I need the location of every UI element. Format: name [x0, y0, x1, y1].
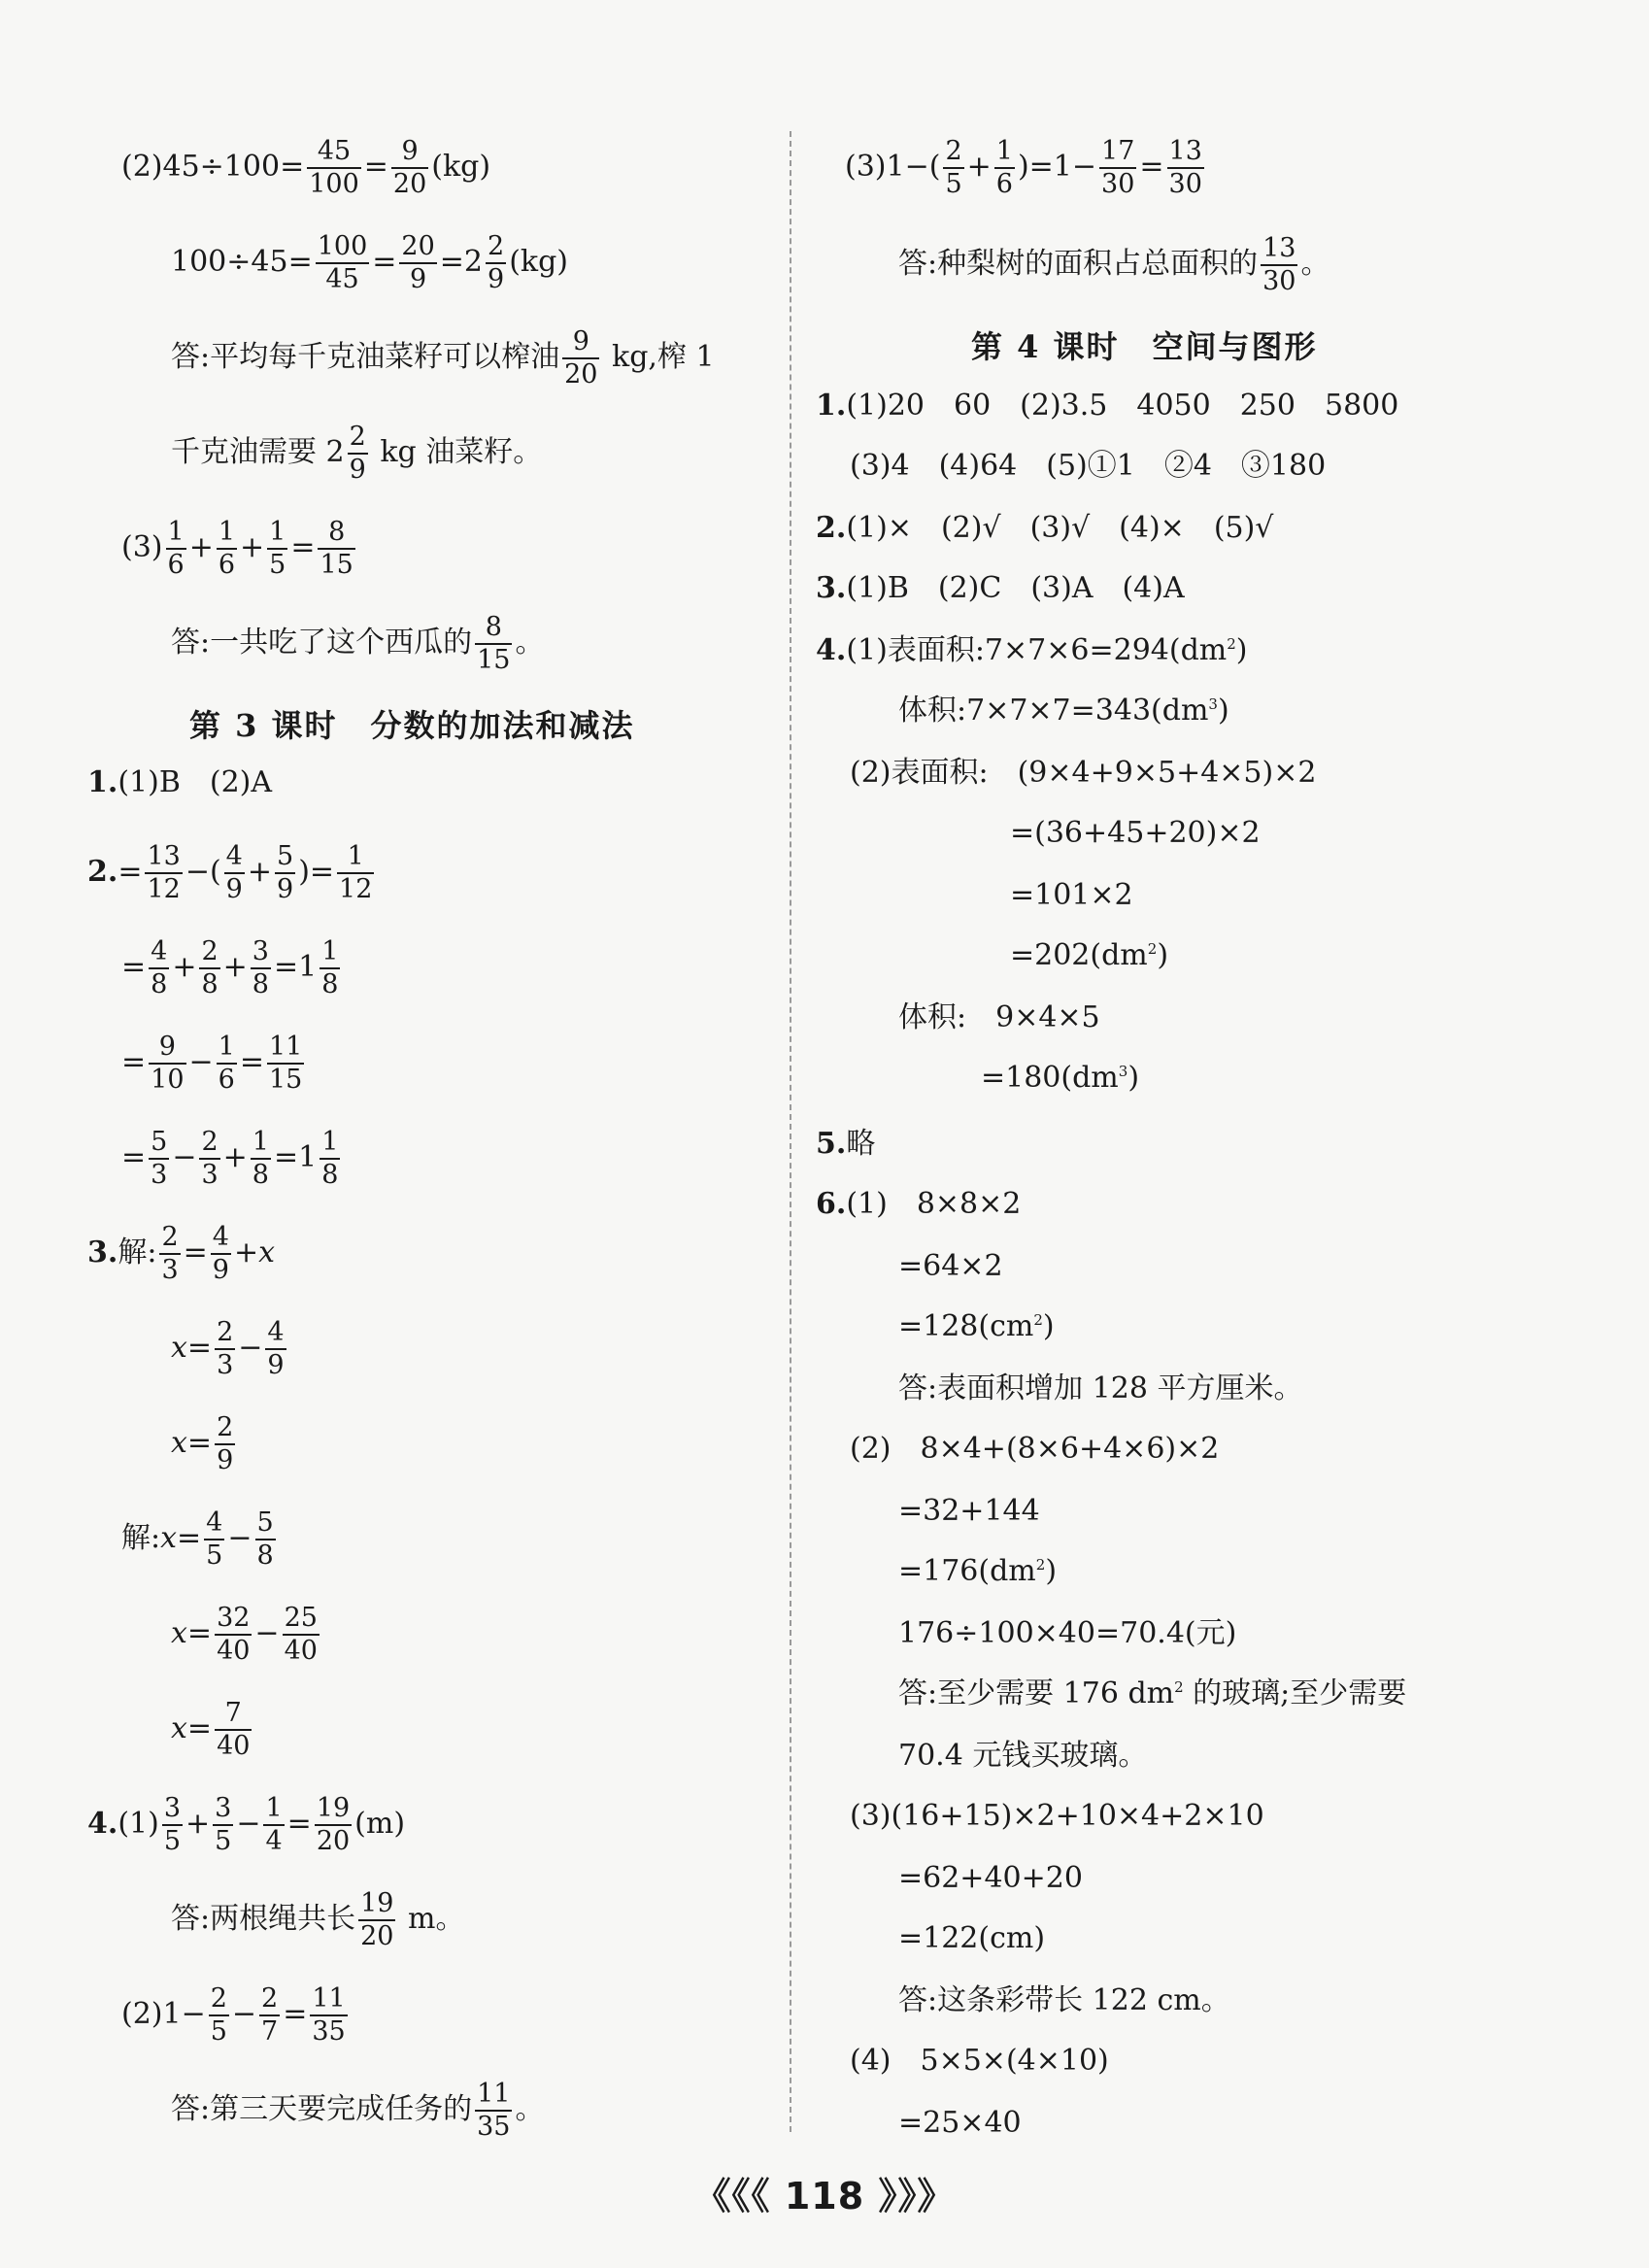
right-q6-l12: =62+40+20	[898, 1861, 1083, 1895]
left-p2-line1: (2)45÷100= $\frac{45}{100}$ = $\frac{9}{20}$ (kg)	[121, 136, 491, 199]
right-q4-l8: $=180(dm^3)$	[981, 1061, 1140, 1095]
left-q3-a2: x= $\frac{2}{3}$ − $\frac{4}{9}$	[171, 1317, 285, 1380]
right-answer-3: 答:种梨树的面积占总面积的 $\frac{13}{30}$ 。	[898, 233, 1330, 296]
right-q6-l1: 6.(1) 8×8×2	[816, 1187, 1022, 1221]
right-q6-l7: $=176(dm^2)$	[898, 1554, 1058, 1588]
left-q2-r1: 2.= $\frac{13}{12}$ −( $\frac{4}{9}$ + $\frac{5}{9}$ )= $\frac{1}{12}$	[87, 841, 373, 904]
column-divider	[790, 131, 791, 2132]
section-heading-lesson4: 第 4 课时 空间与图形	[971, 328, 1318, 365]
left-q2-r3: = $\frac{9}{10}$ − $\frac{1}{6}$ = $\frac{11}{15}$	[121, 1032, 303, 1095]
right-q6-l11: (3)(16+15)×2+10×4+2×10	[850, 1799, 1264, 1833]
right-q6-l3: $=128(cm^2)$	[898, 1309, 1055, 1343]
right-q4-l1: 4.(1)表面积$:7\times 7\times 6=294(dm^2)$	[816, 633, 1248, 667]
right-q6-l4: 答:表面积增加 128 平方厘米。	[898, 1371, 1303, 1405]
right-q6-l9: 答:至少需要 176 $dm^2$ 的玻璃;至少需要	[898, 1676, 1407, 1710]
left-q1: 1.(1)B (2)A	[87, 765, 273, 799]
left-q2-r2: = $\frac{4}{8}$ + $\frac{2}{8}$ + $\frac{3}{8}$ =1 $\frac{1}{8}$	[121, 936, 339, 999]
right-q6-l14: 答:这条彩带长 122 cm。	[898, 1983, 1230, 2017]
left-answer-3: 答:一共吃了这个西瓜的 $\frac{8}{15}$ 。	[171, 612, 545, 675]
right-q1a: 1.(1)20 60 (2)3.5 4050 250 5800	[816, 389, 1399, 423]
right-q6-l8: 176÷100×40=70.4(元)	[898, 1616, 1237, 1650]
right-q6-l10: 70.4 元钱买玻璃。	[898, 1739, 1148, 1773]
right-q4-l2: 体积$:7\times 7\times 7=343(dm^3)$	[898, 694, 1229, 728]
right-q6-l5: (2) 8×4+(8×6+4×6)×2	[850, 1432, 1220, 1466]
left-q3-b3: x= $\frac{7}{40}$	[171, 1698, 251, 1761]
right-q4-l3: (2)表面积: (9×4+9×5+4×5)×2	[850, 756, 1317, 790]
left-p2-line2: 100÷45= $\frac{100}{45}$ = $\frac{20}{9}$ =2 $\frac{2}{9}$ (kg)	[171, 231, 568, 294]
section-heading-lesson3: 第 3 课时 分数的加法和减法	[189, 707, 635, 744]
left-q4-answer1: 答:两根绳共长 $\frac{19}{20}$ m。	[171, 1888, 465, 1951]
page-number: 《《《 118 》》》	[693, 2175, 956, 2217]
left-q4-answer2: 答:第三天要完成任务的 $\frac{11}{35}$ 。	[171, 2079, 545, 2142]
right-q4-l6: $=202(dm^2)$	[1010, 938, 1169, 972]
right-q6-l16: =25×40	[898, 2106, 1022, 2140]
right-q4-l4: =(36+45+20)×2	[1010, 816, 1261, 850]
left-q4-p1: 4.(1) $\frac{3}{5}$ + $\frac{3}{5}$ − $\frac{1}{4}$ = $\frac{19}{20}$ (m)	[87, 1793, 406, 1856]
left-p3: (3) $\frac{1}{6}$ + $\frac{1}{6}$ + $\frac{1}{5}$ = $\frac{8}{15}$	[121, 517, 353, 580]
right-q6-l6: =32+144	[898, 1494, 1040, 1528]
left-q3-b2: x= $\frac{32}{40}$ − $\frac{25}{40}$	[171, 1603, 318, 1666]
right-q2: 2.(1)× (2)√ (3)√ (4)× (5)√	[816, 511, 1274, 545]
left-answer-2b: 千克油需要 2 $\frac{2}{9}$ kg 油菜籽。	[171, 422, 543, 485]
right-q4-l7: 体积: 9×4×5	[898, 1000, 1100, 1034]
right-q6-l15: (4) 5×5×(4×10)	[850, 2044, 1109, 2078]
right-q1b: (3)4 (4)64 (5)①1 ②4 ③180	[850, 449, 1327, 483]
left-q3-b1: 解:x= $\frac{4}{5}$ − $\frac{5}{8}$	[121, 1507, 274, 1571]
left-q3-a3: x= $\frac{2}{9}$	[171, 1412, 234, 1475]
left-q3-a1: 3.解: $\frac{2}{3}$ = $\frac{4}{9}$ +x	[87, 1222, 276, 1285]
right-q5: 5.略	[816, 1127, 876, 1161]
left-q2-r4: = $\frac{5}{3}$ − $\frac{2}{3}$ + $\frac{1}{8}$ =1 $\frac{1}{8}$	[121, 1127, 339, 1190]
right-p3: (3)1−( $\frac{2}{5}$ + $\frac{1}{6}$ )=1− $\frac{17}{30}$ = $\frac{13}{30}$	[845, 136, 1202, 199]
right-q6-l2: =64×2	[898, 1249, 1003, 1283]
left-q4-p2: (2)1− $\frac{2}{5}$ − $\frac{2}{7}$ = $\frac{11}{35}$	[121, 1983, 346, 2047]
right-q4-l5: =101×2	[1010, 878, 1133, 912]
right-q3: 3.(1)B (2)C (3)A (4)A	[816, 571, 1185, 605]
right-q6-l13: =122(cm)	[898, 1921, 1046, 1955]
left-answer-2a: 答:平均每千克油菜籽可以榨油 $\frac{9}{20}$ kg,榨 1	[171, 326, 715, 389]
